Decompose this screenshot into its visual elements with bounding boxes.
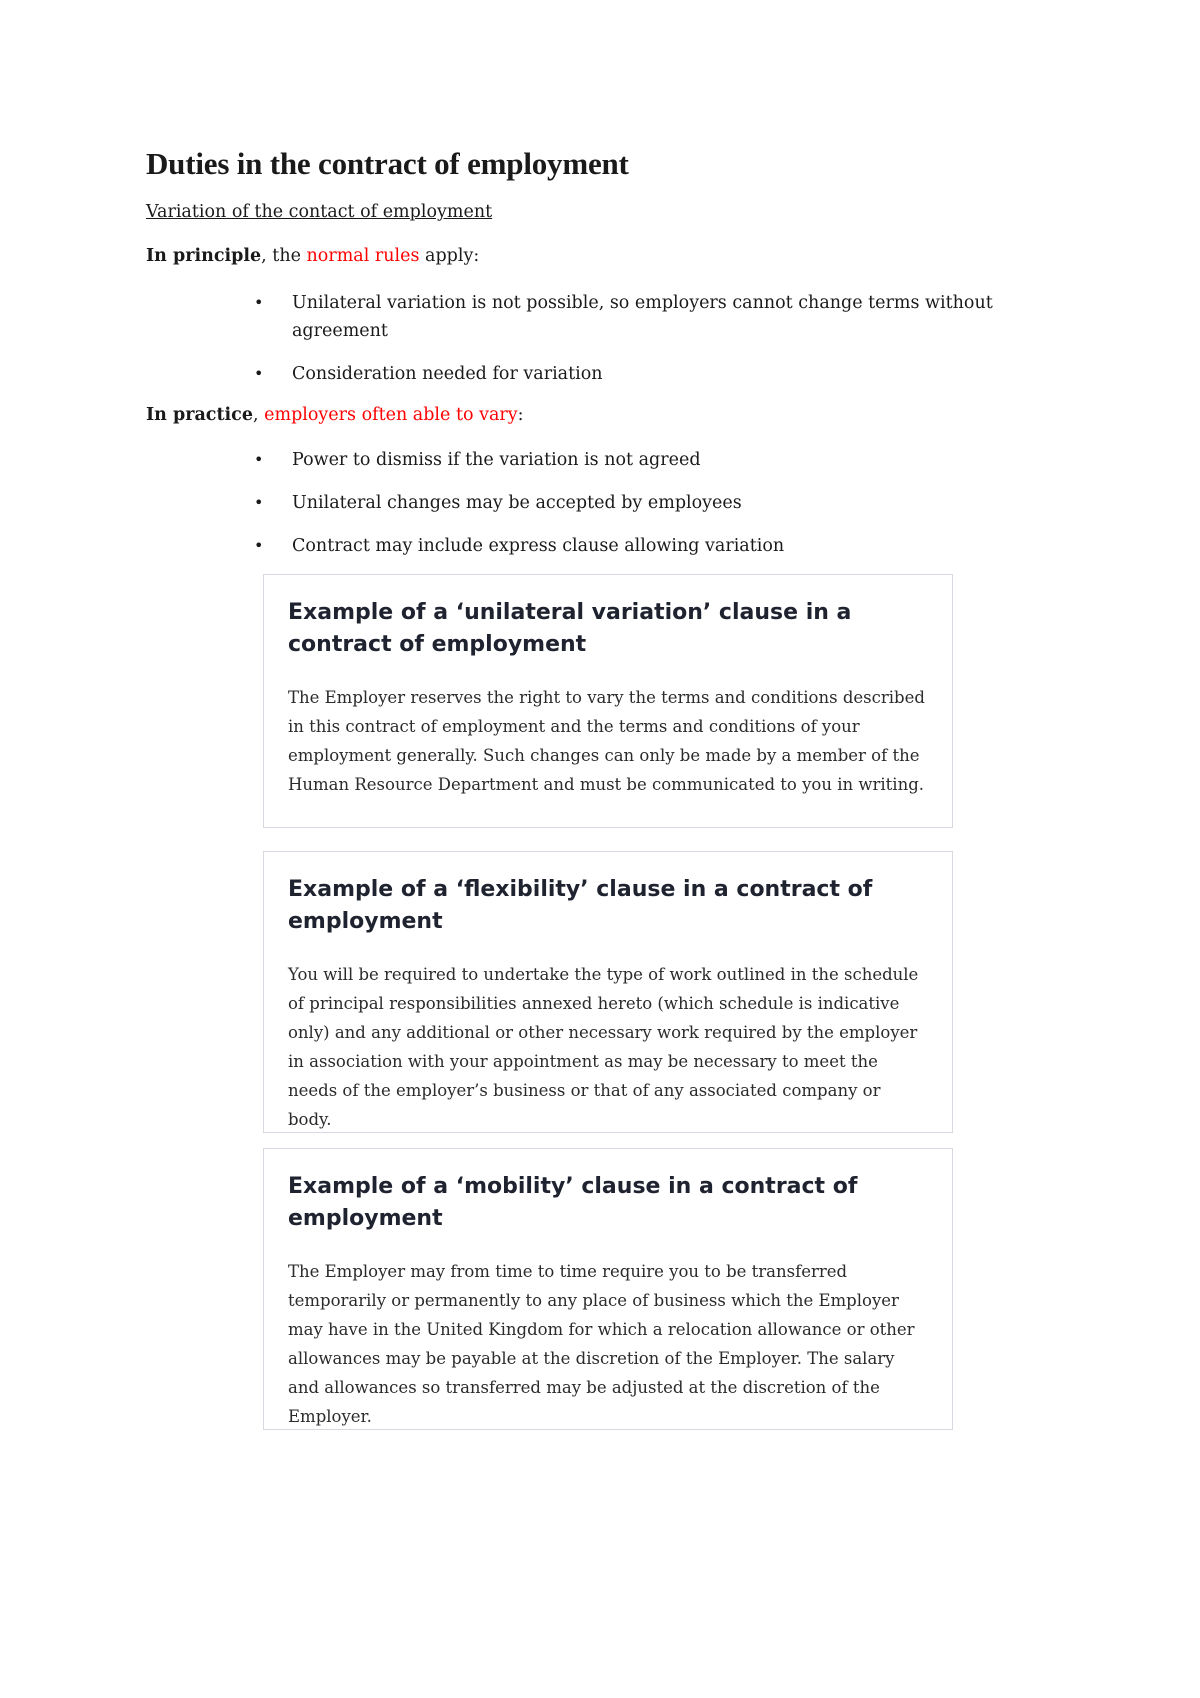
list-item: [254, 489, 1014, 517]
bullet-text: Unilateral variation is not possible, so employers cannot change terms without agreement: [292, 293, 993, 341]
principle-text-2: apply:: [419, 246, 480, 266]
page-title: Duties in the contract of employment: [146, 146, 629, 181]
card-title: Example of a ‘mobility’ clause in a contract of employment: [288, 1174, 858, 1231]
practice-text-1: ,: [252, 405, 265, 425]
bullet-icon: •: [254, 493, 264, 512]
practice-paragraph: [146, 405, 524, 425]
principle-text-1: , the: [261, 246, 307, 266]
flexibility-clause-card: [263, 851, 953, 1133]
card-title: Example of a ‘flexibility’ clause in a contract of employment: [288, 877, 873, 934]
card-body: You will be required to undertake the type of work outlined in the schedule of principal responsibilities annexed hereto (which schedule is indicative only) and any additional or other necessary work required by the employer in association with your appointment as may be necessary to meet the needs of the employer’s business or that of any associated company or body.: [288, 965, 919, 1129]
list-item: [254, 532, 1014, 560]
card-body: The Employer may from time to time require you to be transferred temporarily or permanently to any place of business which the Employer may have in the United Kingdom for which a relocation allowance or other allowances may be payable at the discretion of the Employer. The salary and allowances so transferred may be adjusted at the discretion of the Employer.: [288, 1262, 915, 1426]
practice-bullet-list: [254, 446, 1014, 575]
principle-highlight: normal rules: [306, 246, 420, 266]
bullet-icon: •: [254, 293, 264, 312]
section-subheading: Variation of the contact of employment: [146, 202, 493, 222]
mobility-clause-card: [263, 1148, 953, 1430]
principle-bullet-list: [254, 289, 1014, 403]
bullet-text: Contract may include express clause allowing variation: [292, 536, 785, 556]
list-item: [254, 446, 1014, 474]
practice-highlight: employers often able to vary: [264, 405, 518, 425]
bullet-text: Power to dismiss if the variation is not agreed: [292, 450, 701, 470]
unilateral-variation-clause-card: [263, 574, 953, 828]
bullet-text: Unilateral changes may be accepted by employees: [292, 493, 742, 513]
bullet-text: Consideration needed for variation: [292, 364, 603, 384]
bullet-icon: •: [254, 450, 264, 469]
bullet-icon: •: [254, 364, 264, 383]
list-item: [254, 360, 1014, 388]
card-body: The Employer reserves the right to vary the terms and conditions described in this contract of employment and the terms and conditions of your employment generally. Such changes can only be made by a member of the Human Resource Department and must be communicated to you in writing.: [288, 688, 925, 794]
card-title: Example of a ‘unilateral variation’ clause in a contract of employment: [288, 600, 852, 657]
practice-text-2: :: [517, 405, 524, 425]
principle-paragraph: [146, 246, 479, 266]
principle-lead: In principle: [146, 246, 262, 266]
practice-lead: In practice: [146, 405, 253, 425]
list-item: [254, 289, 1014, 345]
bullet-icon: •: [254, 536, 264, 555]
